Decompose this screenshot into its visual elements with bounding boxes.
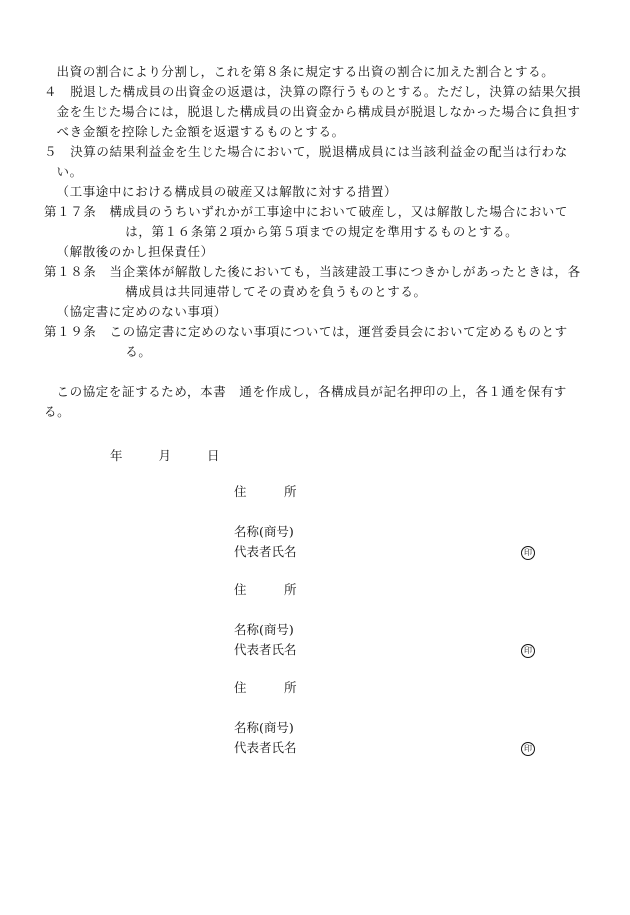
paragraph-continuation: 出資の割合により分割し，これを第８条に規定する出資の割合に加えた割合とする。 (56, 64, 555, 79)
clause-4: ４ 脱退した構成員の出資金の返還は，決算の際行うものとする。ただし，決算の結果欠損金を生じた場合には，脱退した構成員の出資金から構成員が脱退しなかった場合に負担すべき金額を控除した金額を返還するものとする。 (44, 84, 582, 139)
representative-label: 代表者氏名 (234, 642, 297, 657)
address-label: 住 所 (234, 680, 297, 695)
heading-article-18: （解散後のかし担保責任） (56, 244, 214, 259)
article-19: 第１９条 この協定書に定めのない事項については，運営委員会において定めるものとする。 (44, 324, 568, 359)
date-line (110, 446, 250, 464)
seal-mark: 印 (521, 546, 535, 560)
company-name-label: 名称(商号) (234, 524, 294, 539)
representative-label: 代表者氏名 (234, 544, 297, 559)
date-year: 年 (110, 448, 125, 463)
heading-article-17: （工事途中における構成員の破産又は解散に対する措置） (56, 184, 398, 199)
address-label: 住 所 (234, 582, 297, 597)
spacer (44, 362, 586, 382)
date-month: 月 (158, 448, 174, 463)
address-label: 住 所 (234, 484, 297, 499)
article-18: 第１８条 当企業体が解散した後においても，当該建設工事につきかしがあったときは，各構成員は共同連帯してその責めを負うものとする。 (44, 264, 581, 299)
signatory-block-1 (234, 482, 534, 562)
article-17: 第１７条 構成員のうちいずれかが工事途中において破産し，又は解散した場合においては，第１６条第２項から第５項までの規定を準用するものとする。 (44, 204, 569, 239)
company-name-label: 名称(商号) (234, 622, 294, 637)
company-name-label: 名称(商号) (234, 720, 294, 735)
signatory-block-2 (234, 580, 534, 660)
seal-mark: 印 (521, 742, 535, 756)
heading-article-19: （協定書に定めのない事項） (56, 304, 227, 319)
signatory-block-3 (234, 678, 534, 758)
date-day: 日 (207, 448, 222, 463)
seal-mark: 印 (521, 644, 535, 658)
agreement-body (44, 62, 586, 422)
clause-5: ５ 決算の結果利益金を生じた場合において，脱退構成員には当該利益金の配当は行わない。 (44, 144, 568, 179)
closing-statement: この協定を証するため，本書 通を作成し，各構成員が記名押印の上，各１通を保有する。 (44, 384, 567, 419)
representative-label: 代表者氏名 (234, 740, 297, 755)
